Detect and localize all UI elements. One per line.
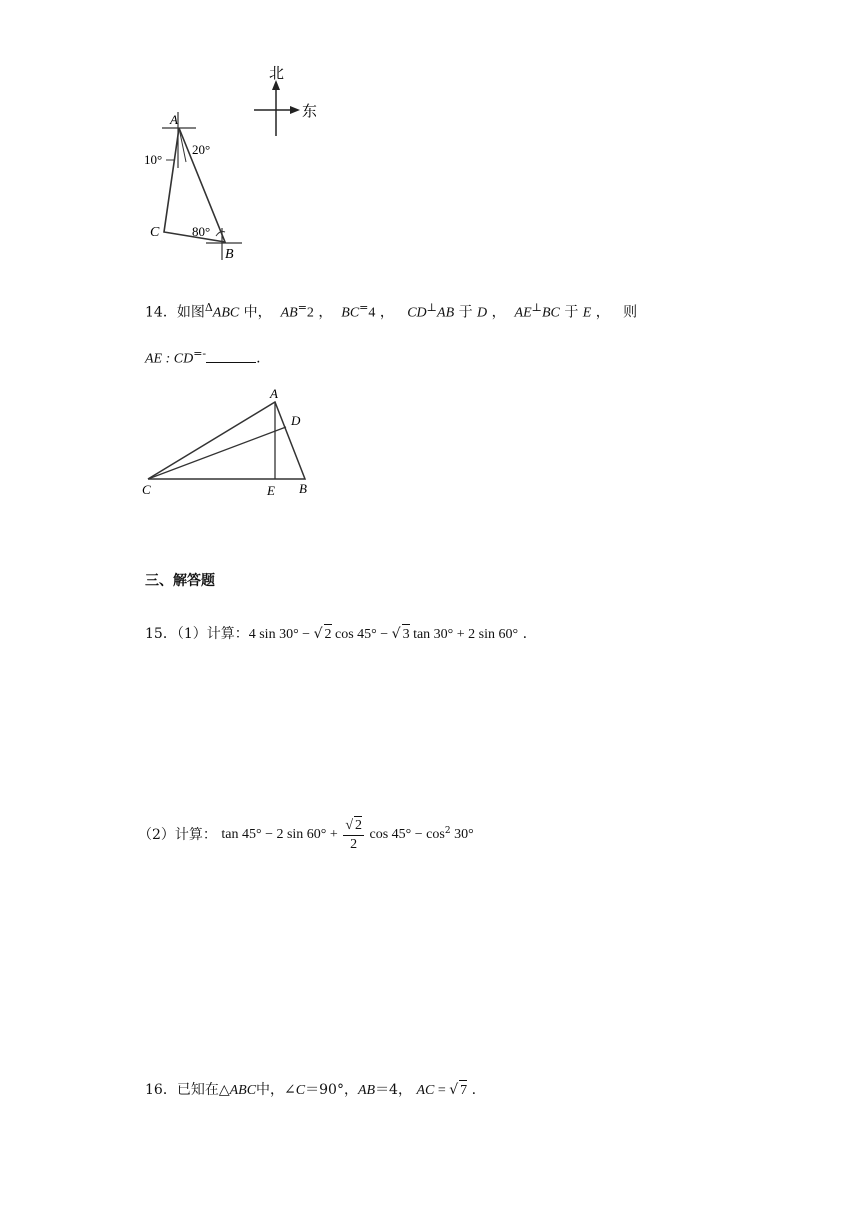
- q14-ratio: AE : CD: [145, 351, 194, 367]
- q14-ae: AE: [514, 305, 532, 321]
- q15-sqrt3: 3: [402, 624, 410, 645]
- q16-abc: ABC: [229, 1083, 257, 1098]
- q14-eq1: =: [297, 301, 307, 314]
- q15-part1-label: 15．（1）计算：: [145, 626, 249, 642]
- q16-ac: AC: [416, 1083, 435, 1098]
- q15-end: .: [518, 626, 528, 642]
- label-b: B: [225, 247, 234, 262]
- question-16: 16．已知在△ABC中，∠C＝90°，AB＝4， AC = √ 7 .: [145, 1080, 476, 1101]
- label-c: C: [150, 225, 160, 240]
- q16-eq: =: [434, 1083, 450, 1098]
- compass-icon: [254, 65, 317, 136]
- question-15-part1: 15．（1）计算：4 sin 30° − √ 2 cos 45° − √ 3 tan 30° + 2 sin 60° .: [145, 624, 527, 645]
- q14-zhong: 中，: [239, 304, 272, 321]
- q16-sqrt7: 7: [459, 1080, 467, 1101]
- perp-symbol-1: ⊥: [426, 301, 438, 314]
- q15-part2-label: （2）计算：: [138, 827, 217, 843]
- q14-comma1: ，: [318, 304, 333, 321]
- fig14-label-d: D: [291, 413, 301, 428]
- fig14-label-e: E: [267, 483, 275, 498]
- delta-symbol: Δ: [204, 301, 213, 314]
- q14-e: E: [582, 305, 592, 321]
- fig14-label-a: A: [270, 386, 278, 401]
- q14-comma2: ，: [379, 304, 394, 321]
- q14-comma3: ，: [491, 304, 506, 321]
- q15-p2-expr-a: tan 45° − 2 sin 60° +: [221, 827, 342, 842]
- q16-ab: AB: [357, 1083, 376, 1098]
- q15-expr-b: cos 45° −: [331, 627, 392, 642]
- q14-yu1: 于: [458, 304, 478, 321]
- q16-end: .: [467, 1082, 477, 1098]
- question-14-line1: [145, 298, 637, 324]
- angle-10: 10°: [144, 152, 163, 167]
- label-a: A: [170, 112, 178, 127]
- q16-text-a: 16．已知在△: [145, 1082, 230, 1098]
- q14-ab: AB: [280, 305, 298, 321]
- q15-p2-expr-b: cos 45° − cos: [366, 827, 445, 842]
- q15-expr-a: 4 sin 30° −: [248, 627, 314, 642]
- frac-num: 2: [355, 818, 362, 833]
- question-15-part2: [138, 816, 474, 854]
- q14-number: 14．如图: [145, 304, 205, 321]
- q16-text-b: 中，∠: [256, 1082, 296, 1098]
- angle-20: 20°: [192, 142, 211, 157]
- figure-13: [130, 60, 340, 270]
- section-heading: 三、解答题: [145, 573, 215, 589]
- q14-d: D: [477, 305, 488, 321]
- q14-ratio-eq: =-: [193, 347, 207, 360]
- q15-p2-sup: 2: [444, 826, 451, 836]
- q14-bc: BC: [341, 305, 360, 321]
- perp-symbol-2: ⊥: [531, 301, 542, 314]
- q16-text-c: ＝90°，: [305, 1082, 358, 1098]
- q15-p2-expr-c: 30°: [450, 827, 474, 842]
- fig14-label-c: C: [142, 482, 151, 497]
- question-14-line2: [145, 344, 261, 370]
- q16-text-d: ＝4，: [375, 1082, 412, 1098]
- north-label: 北: [269, 66, 285, 82]
- q15-expr-c: tan 30° + 2 sin 60°: [409, 627, 519, 642]
- east-label: 东: [302, 104, 318, 120]
- fig14-label-b: B: [299, 481, 307, 496]
- q14-eq2: =: [359, 301, 369, 314]
- q14-yu2: 于: [564, 304, 583, 321]
- q14-ze: 则: [623, 304, 638, 321]
- q14-bc-2: BC: [541, 305, 560, 321]
- q14-cd: CD: [407, 305, 427, 321]
- fraction-sqrt2-over-2: $\frac{√ 2}{2}$: [345, 818, 362, 852]
- angle-80: 80°: [192, 224, 211, 239]
- q14-ab-val: 2: [306, 305, 314, 321]
- q14-abc: ABC: [212, 305, 240, 321]
- q15-sqrt2: 2: [324, 624, 332, 645]
- q14-bc-val: 4: [368, 305, 376, 321]
- figure-14: [138, 382, 328, 502]
- q14-comma4: ，: [595, 304, 610, 321]
- q14-period: .: [256, 350, 261, 367]
- answer-blank[interactable]: [206, 350, 256, 363]
- q16-c: C: [295, 1083, 306, 1098]
- frac-den: 2: [350, 837, 358, 852]
- q14-ab-2: AB: [437, 305, 455, 321]
